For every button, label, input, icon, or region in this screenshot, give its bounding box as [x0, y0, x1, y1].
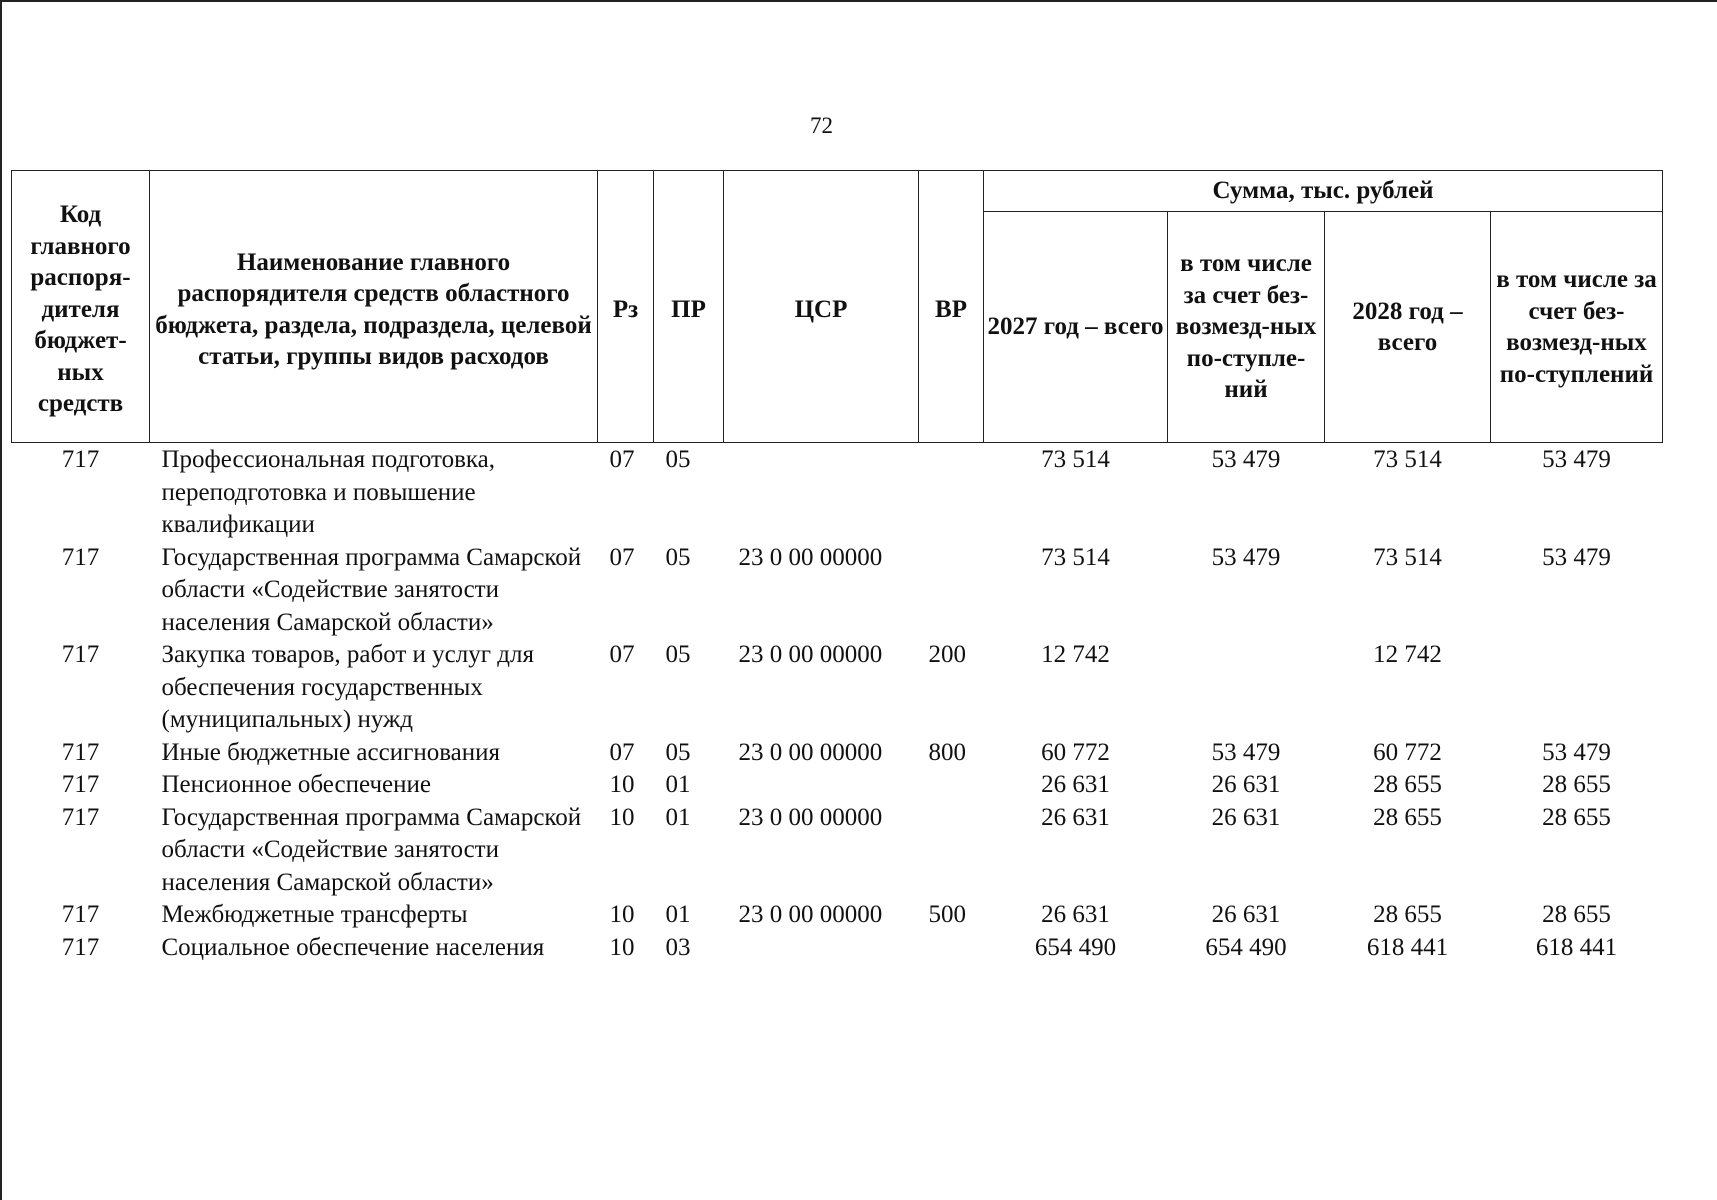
cell-name: Государственная программа Самарской области «Содействие занятости населения Самарской области» — [161, 803, 582, 896]
cell-code: 717 — [61, 446, 100, 473]
cell-2027-free: 53 479 — [1211, 543, 1281, 571]
cell-2028-total: 60 772 — [1373, 738, 1442, 766]
header-pr: ПР — [654, 171, 724, 443]
cell-vr: 500 — [928, 901, 966, 928]
cell-rz: 07 — [609, 641, 635, 668]
table-row — [12, 769, 1663, 802]
cell-name: Закупка товаров, работ и услуг для обеспечения государственных (муниципальных) нужд — [161, 641, 534, 733]
cell-csr: 23 0 00 00000 — [738, 803, 883, 831]
table-row — [12, 737, 1663, 770]
cell-rz: 07 — [609, 543, 635, 571]
cell-2028-free — [1491, 639, 1663, 737]
cell-csr — [724, 769, 919, 802]
cell-pr: 01 — [665, 901, 691, 928]
cell-2027-free: 26 631 — [1211, 803, 1281, 831]
cell-rz: 10 — [609, 933, 635, 961]
cell-vr — [919, 802, 984, 900]
cell-2027-total: 26 631 — [1041, 771, 1110, 798]
cell-2028-free: 53 479 — [1542, 446, 1611, 473]
header-2028-free: в том числе за счет без-возмезд-ных по-ступлений — [1491, 212, 1663, 443]
cell-code: 717 — [61, 803, 100, 831]
header-vr: ВР — [919, 171, 984, 443]
cell-2028-total: 28 655 — [1373, 803, 1442, 831]
cell-2027-total: 73 514 — [1041, 446, 1110, 473]
cell-2028-free: 53 479 — [1542, 738, 1611, 766]
table-row — [12, 542, 1663, 640]
cell-code: 717 — [61, 738, 100, 766]
cell-csr: 23 0 00 00000 — [738, 901, 883, 928]
cell-name: Иные бюджетные ассигнования — [161, 738, 501, 766]
table-row — [12, 932, 1663, 965]
header-sum-group: Сумма, тыс. рублей — [984, 171, 1663, 212]
cell-pr: 03 — [665, 933, 691, 961]
header-name: Наименование главного распорядителя средств областного бюджета, раздела, подраздела, целевой статьи, группы видов расходов — [150, 171, 598, 443]
cell-vr — [919, 932, 984, 965]
table-header — [12, 171, 1663, 443]
cell-2027-total: 73 514 — [1041, 543, 1110, 571]
budget-table — [11, 170, 1663, 964]
cell-rz: 10 — [609, 771, 635, 798]
cell-name: Пенсионное обеспечение — [161, 771, 431, 798]
cell-2027-total: 12 742 — [1041, 641, 1110, 668]
cell-2028-free: 28 655 — [1542, 771, 1611, 798]
cell-2027-free: 53 479 — [1211, 738, 1281, 766]
cell-code: 717 — [61, 933, 100, 961]
cell-2028-free: 28 655 — [1542, 901, 1611, 928]
cell-vr — [919, 542, 984, 640]
cell-code: 717 — [61, 641, 100, 668]
header-code: Код главного распоря-дителя бюджет-ных средств — [12, 171, 150, 443]
cell-2028-total: 12 742 — [1373, 641, 1442, 668]
cell-2027-free: 53 479 — [1211, 446, 1281, 473]
table-row — [12, 802, 1663, 900]
cell-pr: 05 — [665, 543, 691, 571]
cell-csr — [724, 932, 919, 965]
cell-2028-total: 28 655 — [1373, 771, 1442, 798]
cell-csr — [724, 443, 919, 542]
cell-2028-total: 28 655 — [1373, 901, 1442, 928]
cell-2028-total: 73 514 — [1373, 446, 1442, 473]
cell-code: 717 — [61, 901, 100, 928]
table-body — [12, 443, 1663, 965]
cell-name: Профессиональная подготовка, переподготовка и повышение квалификации — [161, 446, 496, 538]
cell-rz: 10 — [609, 803, 635, 831]
cell-2028-total: 618 441 — [1366, 933, 1449, 961]
cell-vr — [919, 769, 984, 802]
table-row — [12, 443, 1663, 542]
cell-csr: 23 0 00 00000 — [738, 641, 883, 668]
header-csr: ЦСР — [724, 171, 919, 443]
cell-2028-total: 73 514 — [1373, 543, 1442, 571]
cell-pr: 05 — [665, 446, 691, 473]
cell-rz: 07 — [609, 738, 635, 766]
cell-pr: 01 — [665, 771, 691, 798]
table-row — [12, 639, 1663, 737]
header-rz: Рз — [598, 171, 654, 443]
cell-2028-free: 618 441 — [1535, 933, 1618, 961]
cell-name: Социальное обеспечение населения — [161, 933, 545, 961]
cell-code: 717 — [61, 771, 100, 798]
header-2028-total: 2028 год – всего — [1325, 212, 1491, 443]
cell-pr: 05 — [665, 641, 691, 668]
cell-2027-free: 654 490 — [1205, 933, 1287, 961]
cell-pr: 05 — [665, 738, 691, 766]
cell-2027-free: 26 631 — [1211, 901, 1281, 928]
header-2027-total: 2027 год – всего — [984, 212, 1168, 443]
cell-rz: 07 — [609, 446, 635, 473]
cell-name: Государственная программа Самарской области «Содействие занятости населения Самарской области» — [161, 543, 582, 636]
cell-2027-total: 26 631 — [1041, 803, 1110, 831]
cell-code: 717 — [61, 543, 100, 571]
cell-vr — [919, 443, 984, 542]
table-row — [12, 899, 1663, 932]
cell-2028-free: 53 479 — [1542, 543, 1611, 571]
cell-2027-total: 60 772 — [1041, 738, 1110, 766]
cell-2027-total: 26 631 — [1041, 901, 1110, 928]
cell-name: Межбюджетные трансферты — [161, 901, 468, 928]
cell-vr: 200 — [928, 641, 966, 668]
cell-2028-free: 28 655 — [1542, 803, 1611, 831]
cell-2027-free: 26 631 — [1211, 771, 1281, 798]
cell-csr: 23 0 00 00000 — [738, 543, 883, 571]
cell-rz: 10 — [609, 901, 635, 928]
cell-csr: 23 0 00 00000 — [738, 738, 883, 766]
header-2027-free: в том числе за счет без-возмезд-ных по-ступле-ний — [1168, 212, 1325, 443]
page-number: 72 — [810, 113, 833, 138]
cell-pr: 01 — [665, 803, 691, 831]
cell-vr: 800 — [928, 738, 966, 766]
cell-2027-free — [1168, 639, 1325, 737]
cell-2027-total: 654 490 — [1034, 933, 1117, 961]
